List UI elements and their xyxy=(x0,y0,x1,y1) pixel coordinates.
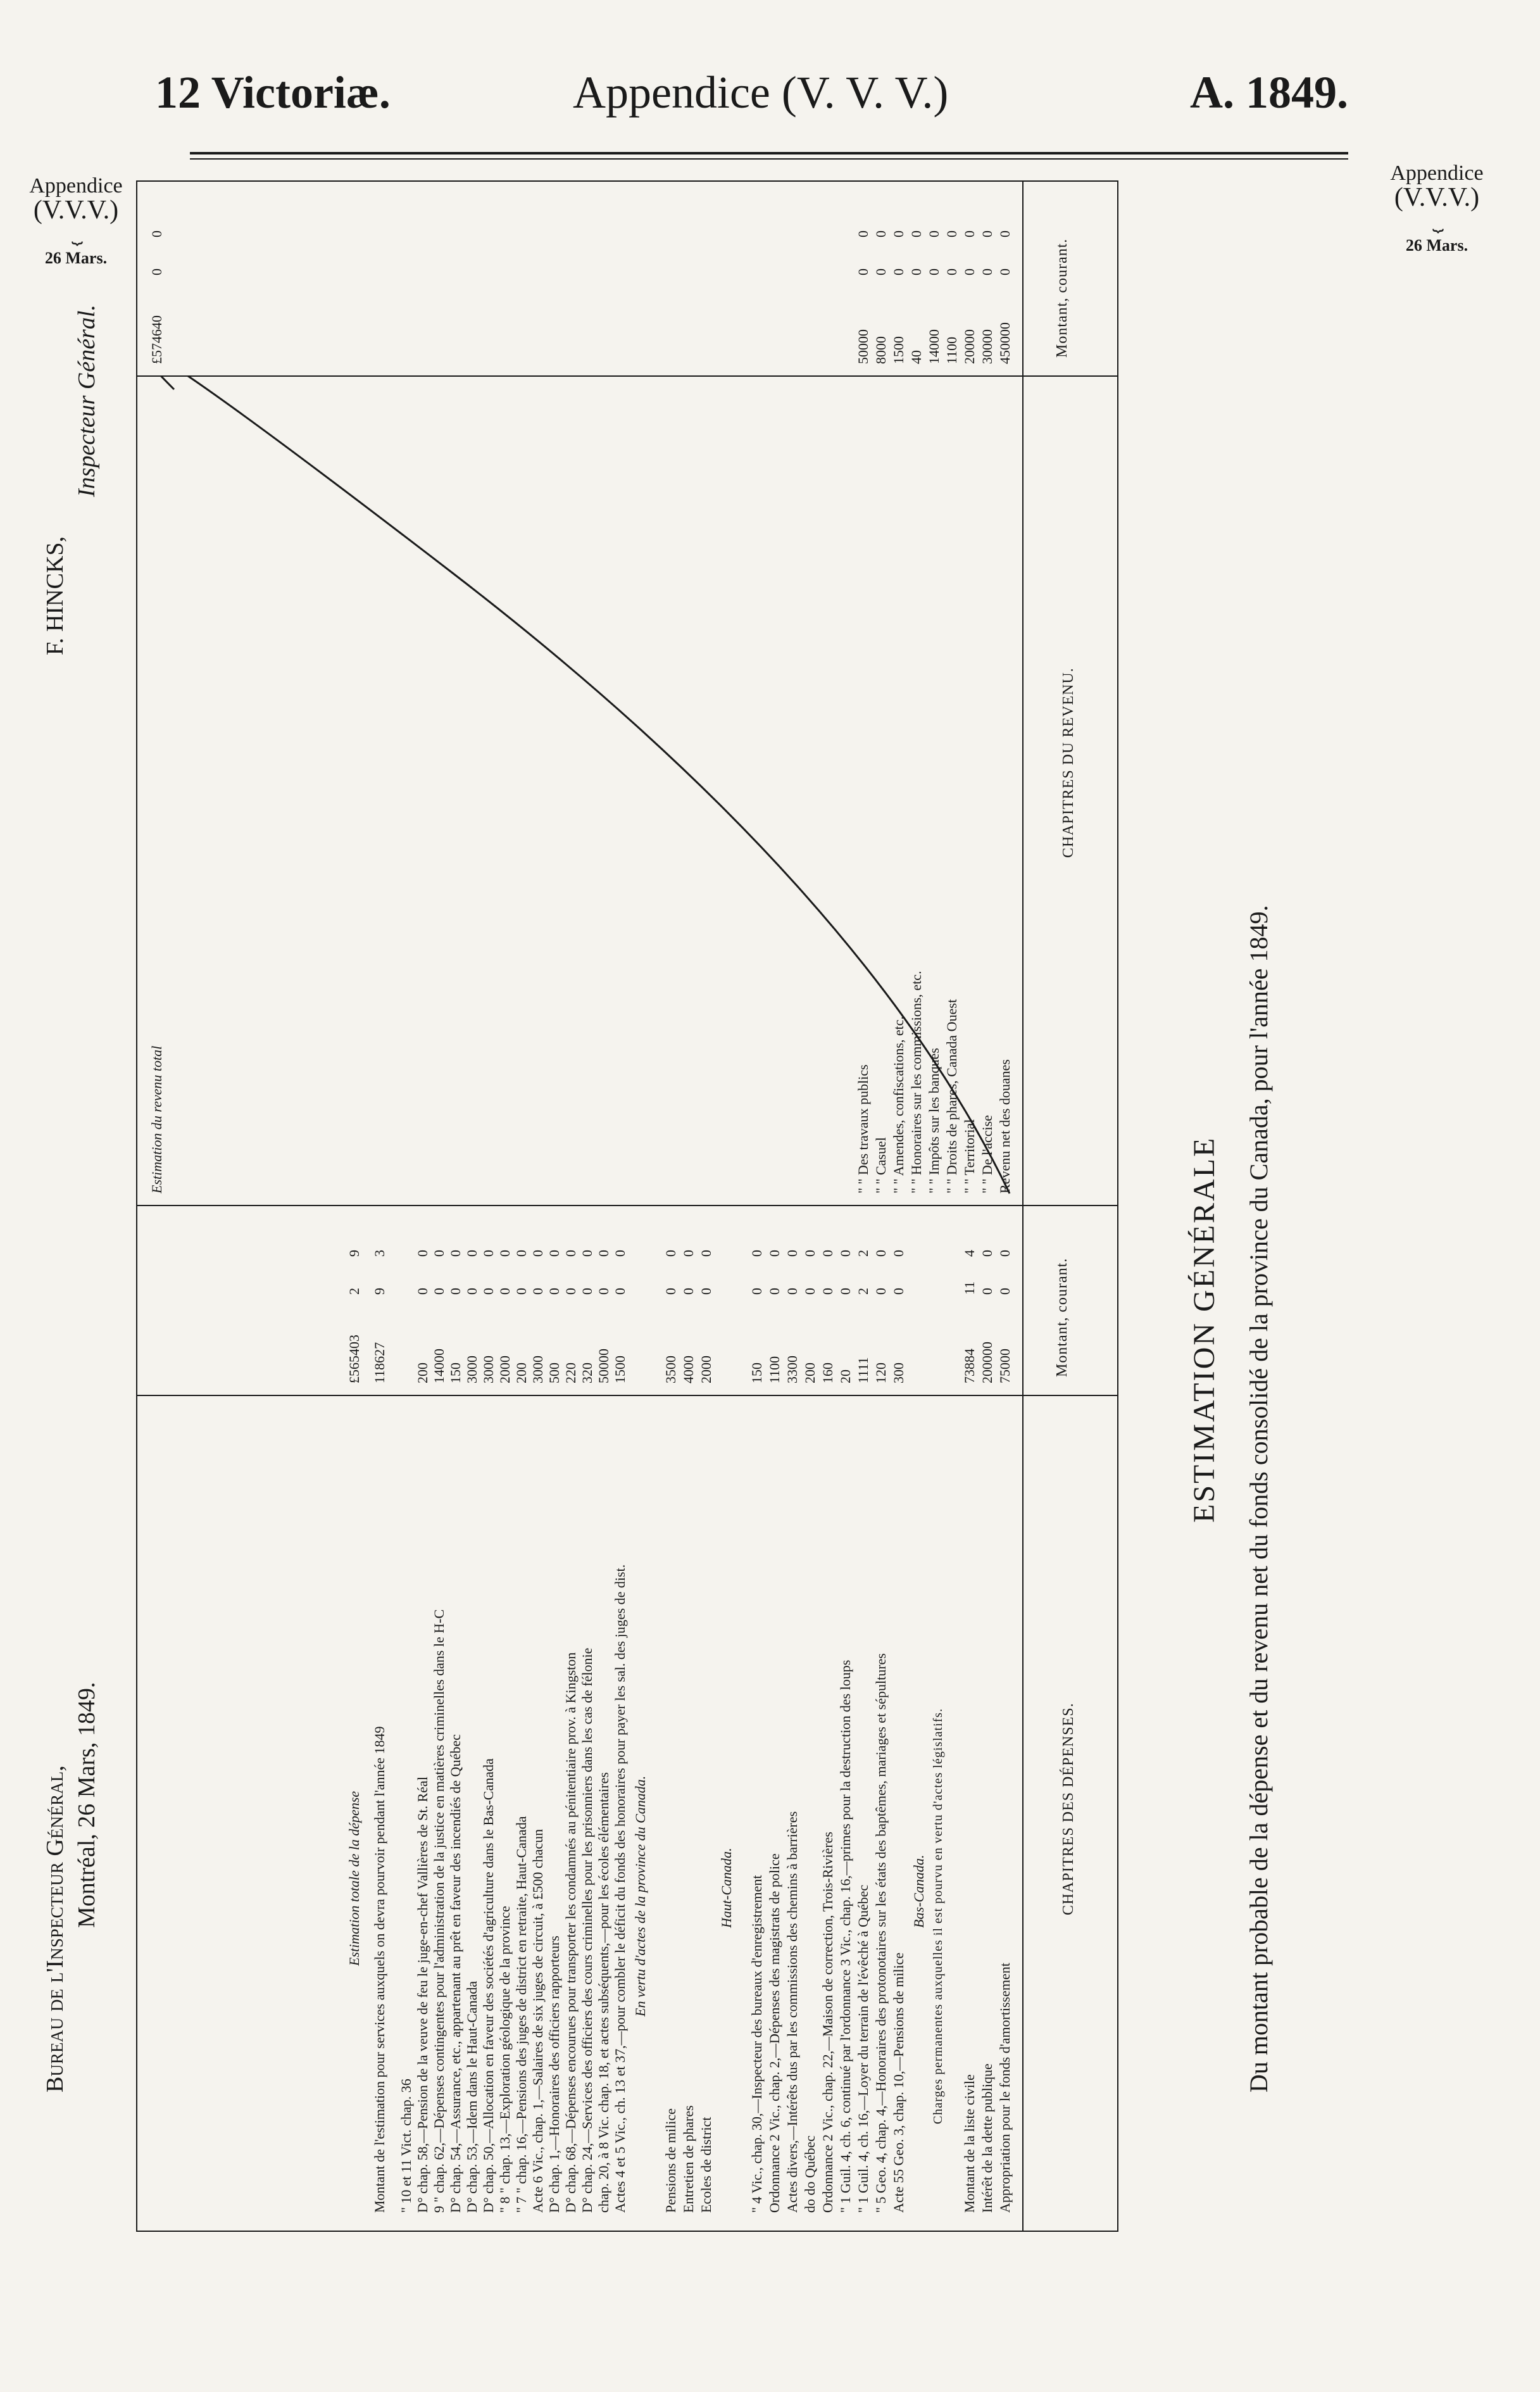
row-label: Estimation du revenu total xyxy=(149,1045,165,1193)
row-amount-pence: 0 xyxy=(612,1250,628,1257)
margin-note-label: Appendice xyxy=(29,174,123,198)
row-amount-pence: 0 xyxy=(855,230,871,237)
row-label: D° chap. 50,—Allocation en faveur des sociétés d'agriculture dans le Bas-Canada xyxy=(480,1758,496,2213)
row-amount-shillings: 0 xyxy=(944,268,960,275)
revenu-heading-rule xyxy=(1022,180,1024,1206)
row-amount-shillings: 0 xyxy=(415,1288,430,1295)
row-amount-pounds: 200 xyxy=(802,1363,818,1383)
section-heading: Charges permanentes auxquelles il est pourvu en vertu d'actes législatifs. xyxy=(931,1708,945,2124)
signature-title: Inspecteur Général. xyxy=(73,305,100,497)
row-amount-pence: 0 xyxy=(961,230,977,237)
row-label: " 1 Guil. 4, ch. 6, continué par l'ordonnance 3 Vic., chap. 16,—primes pour la destruction des loups xyxy=(837,1659,853,2213)
row-amount-shillings: 0 xyxy=(784,1288,800,1295)
row-label: Ecoles de district xyxy=(698,2117,714,2213)
row-amount-pence: 0 xyxy=(908,230,924,237)
row-amount-pounds: 200 xyxy=(415,1363,430,1383)
row-label: D° chap. 24,—Services des officiers des cours criminelles pour les prisonniers dans les cas de félonie xyxy=(579,1647,595,2213)
row-amount-pounds: 2000 xyxy=(698,1356,714,1383)
row-amount-pounds: 200000 xyxy=(979,1342,995,1383)
row-amount-pence: 0 xyxy=(698,1250,714,1257)
row-amount-pence: 0 xyxy=(891,230,906,237)
row-label: " 10 et 11 Vict. chap. 36 xyxy=(398,2079,414,2213)
row-amount-shillings: 0 xyxy=(464,1288,480,1295)
depenses-amount-heading: Montant, courant. xyxy=(1054,1257,1070,1377)
row-amount-pence: 0 xyxy=(784,1250,800,1257)
row-amount-pence: 0 xyxy=(767,1250,782,1257)
row-amount-pounds: 1500 xyxy=(891,336,906,364)
row-amount-pence: 0 xyxy=(997,1250,1013,1257)
row-amount-pounds: 1100 xyxy=(767,1356,782,1383)
row-amount-pounds: 120 xyxy=(873,1363,889,1383)
row-label: " " Impôts sur les banques xyxy=(926,1048,942,1193)
margin-note-right xyxy=(1367,161,1506,258)
row-amount-pence: 0 xyxy=(820,1250,836,1257)
row-amount-shillings: 0 xyxy=(698,1288,714,1295)
row-amount-pounds: 160 xyxy=(820,1363,836,1383)
row-amount-shillings: 0 xyxy=(546,1288,562,1295)
row-amount-pounds: 20000 xyxy=(961,329,977,364)
row-label: " 5 Geo. 4, chap. 4,—Honoraires des protonotaires sur les états des baptêmes, mariages et sépultures xyxy=(873,1653,889,2213)
margin-note-code: (V.V.V.) xyxy=(1394,183,1480,212)
row-label: D° chap. 53,—Idem dans le Haut-Canada xyxy=(464,1980,480,2213)
margin-note-date: 26 Mars. xyxy=(1405,236,1468,255)
row-label: D° chap. 54,—Assurance, etc., appartenant au prêt en faveur des incendiés de Québec xyxy=(448,1734,463,2213)
row-amount-shillings: 0 xyxy=(448,1288,463,1295)
row-amount-shillings: 9 xyxy=(372,1288,387,1295)
row-label: Montant de l'estimation pour services auxquels on devra pourvoir pendant l'année 1849 xyxy=(372,1726,387,2213)
row-amount-pounds: 150 xyxy=(749,1363,765,1383)
row-amount-shillings: 0 xyxy=(891,1288,906,1295)
row-amount-pounds: 2000 xyxy=(497,1356,513,1383)
row-label: " " Territorial xyxy=(961,1119,977,1193)
row-amount-pounds: 1500 xyxy=(612,1356,628,1383)
row-label: " " Amendes, confiscations, etc. xyxy=(891,1016,906,1193)
row-amount-shillings: 0 xyxy=(926,268,942,275)
row-amount-pounds: 73884 xyxy=(961,1349,977,1383)
header-right: A. 1849. xyxy=(1190,67,1348,118)
brace-icon: ⏟ xyxy=(72,223,80,244)
row-label: " " Des travaux publics xyxy=(855,1064,871,1193)
row-amount-pence: 0 xyxy=(979,230,995,237)
header-left: 12 Victoriæ. xyxy=(155,67,391,118)
row-amount-shillings: 0 xyxy=(820,1288,836,1295)
row-amount-pence: 0 xyxy=(415,1250,430,1257)
row-amount-pence: 3 xyxy=(372,1250,387,1257)
frame-top xyxy=(1117,180,1118,2232)
row-amount-shillings: 0 xyxy=(149,268,165,275)
row-label: D° chap. 68,—Dépenses encourues pour transporter les condamnés au pénitentiaire prov. à Kingston xyxy=(563,1652,579,2213)
row-amount-pounds: 50000 xyxy=(596,1349,611,1383)
revenu-heading: CHAPITRES DU REVENU. xyxy=(1060,667,1077,858)
row-label: Acte 6 Vic., chap. 1,—Salaires de six juges de circuit, à £500 chacun xyxy=(530,1829,546,2213)
row-amount-pence: 0 xyxy=(546,1250,562,1257)
row-amount-pounds: 3000 xyxy=(480,1356,496,1383)
region-heading: Bas-Canada. xyxy=(911,1854,927,1928)
row-amount-pounds: 500 xyxy=(546,1363,562,1383)
frame-left xyxy=(136,2231,1118,2232)
row-label: Actes divers,—Intérêts dus par les commissions des chemins à barrières xyxy=(784,1811,800,2213)
row-amount-pounds: 200 xyxy=(513,1363,529,1383)
row-amount-pence: 4 xyxy=(961,1250,977,1257)
row-label: D° chap. 1,—Honoraires des officiers rapporteurs xyxy=(546,1936,562,2213)
revenu-diagonal-stroke xyxy=(136,377,1022,1206)
depenses-heading-rule xyxy=(1022,1206,1024,2232)
row-amount-pounds: 14000 xyxy=(431,1349,447,1383)
row-amount-pence: 0 xyxy=(149,230,165,237)
table-subtitle: Du montant probable de la dépense et du revenu net du fonds consolidé de la province du Canada, pour l'année 1849. xyxy=(1244,905,1273,2093)
row-amount-pence: 0 xyxy=(997,230,1013,237)
row-amount-pence: 2 xyxy=(855,1250,871,1257)
row-amount-pence: 0 xyxy=(873,230,889,237)
row-amount-shillings: 0 xyxy=(979,268,995,275)
row-amount-pounds: 3000 xyxy=(464,1356,480,1383)
row-amount-pounds: 1100 xyxy=(944,336,960,364)
row-amount-pounds: 1111 xyxy=(855,1357,871,1383)
signature-name: F. HINCKS, xyxy=(42,536,68,655)
row-amount-shillings: 0 xyxy=(855,268,871,275)
row-amount-shillings: 0 xyxy=(579,1288,595,1295)
row-amount-pounds: 220 xyxy=(563,1363,579,1383)
row-label: Intérêt de la dette publique xyxy=(979,2063,995,2213)
row-amount-shillings: 0 xyxy=(663,1288,679,1295)
region-heading: En vertu d'actes de la province du Canada. xyxy=(632,1775,648,2017)
row-amount-shillings: 0 xyxy=(873,268,889,275)
margin-note-code: (V.V.V.) xyxy=(33,196,119,225)
row-amount-shillings: 0 xyxy=(497,1288,513,1295)
row-label: " " Droits de phares, Canada Ouest xyxy=(944,999,960,1193)
row-amount-pounds: 14000 xyxy=(926,329,942,364)
row-amount-pence: 9 xyxy=(346,1250,362,1257)
row-amount-pence: 0 xyxy=(944,230,960,237)
row-amount-pence: 0 xyxy=(448,1250,463,1257)
row-amount-pounds: 75000 xyxy=(997,1349,1013,1383)
row-amount-pence: 0 xyxy=(530,1250,546,1257)
row-amount-shillings: 0 xyxy=(749,1288,765,1295)
row-amount-pence: 0 xyxy=(513,1250,529,1257)
row-amount-shillings: 0 xyxy=(837,1288,853,1295)
signature-office: Bureau de l'Inspecteur Général, xyxy=(42,1765,68,2093)
row-amount-pounds: 8000 xyxy=(873,336,889,364)
row-amount-shillings: 0 xyxy=(997,1288,1013,1295)
row-amount-pence: 0 xyxy=(480,1250,496,1257)
row-amount-pounds: 3000 xyxy=(530,1356,546,1383)
row-amount-shillings: 0 xyxy=(891,268,906,275)
row-amount-pounds: 3500 xyxy=(663,1356,679,1383)
row-amount-pounds: £574640 xyxy=(149,315,165,364)
row-label: 9 " chap. 62,—Dépenses contingentes pour l'administration de la justice en matières criminelles dans le H-C xyxy=(431,1609,447,2213)
region-heading: Haut-Canada. xyxy=(718,1848,734,1928)
row-amount-pounds: 50000 xyxy=(855,329,871,364)
row-amount-shillings: 2 xyxy=(855,1288,871,1295)
row-label: Pensions de milice xyxy=(663,2108,679,2213)
row-amount-pence: 0 xyxy=(563,1250,579,1257)
depenses-heading: CHAPITRES DES DÉPENSES. xyxy=(1060,1703,1077,1915)
row-label: chap. 20, à 8 Vic. chap. 18, et actes subséquents,—pour les écoles élémentaires xyxy=(596,1772,611,2213)
row-amount-pounds: 300 xyxy=(891,1363,906,1383)
row-amount-shillings: 0 xyxy=(997,268,1013,275)
row-amount-pounds: 150 xyxy=(448,1363,463,1383)
row-label: Appropriation pour le fonds d'amortissement xyxy=(997,1962,1013,2213)
row-amount-shillings: 0 xyxy=(873,1288,889,1295)
row-amount-pence: 0 xyxy=(873,1250,889,1257)
row-label: Entretien de phares xyxy=(680,2105,696,2213)
row-amount-shillings: 0 xyxy=(530,1288,546,1295)
row-amount-pounds: 40 xyxy=(908,350,924,364)
row-label: " 7 " chap. 16,—Pensions des juges de district en retraite, Haut-Canada xyxy=(513,1816,529,2213)
row-amount-pence: 0 xyxy=(979,1250,995,1257)
row-amount-pence: 0 xyxy=(663,1250,679,1257)
row-amount-shillings: 0 xyxy=(596,1288,611,1295)
row-label: Actes 4 et 5 Vic., ch. 13 et 37,—pour combler le déficit du fonds des honoraires pour payer les sal. des juges de dist. xyxy=(612,1564,628,2213)
row-label: D° chap. 58,—Pension de la veuve de feu le juge-en-chef Vallières de St. Réal xyxy=(415,1777,430,2213)
row-amount-pence: 0 xyxy=(749,1250,765,1257)
row-label: Ordonnance 2 Vic., chap. 22,—Maison de correction, Trois-Rivières xyxy=(820,1832,836,2213)
margin-note-date: 26 Mars. xyxy=(44,249,108,267)
row-label: " 8 " chap. 13,—Exploration géologique de la province xyxy=(497,1906,513,2213)
row-amount-shillings: 0 xyxy=(802,1288,818,1295)
row-amount-shillings: 0 xyxy=(908,268,924,275)
row-label: Revenu net des douanes xyxy=(997,1059,1013,1193)
row-label: " " Honoraires sur les commissions, etc. xyxy=(908,971,924,1193)
row-label: " " De l'accise xyxy=(979,1115,995,1193)
row-amount-pounds: 30000 xyxy=(979,329,995,364)
row-amount-pence: 0 xyxy=(891,1250,906,1257)
row-amount-pence: 0 xyxy=(837,1250,853,1257)
depenses-amount-col xyxy=(136,1395,1118,1396)
row-amount-pence: 0 xyxy=(431,1250,447,1257)
row-amount-shillings: 0 xyxy=(431,1288,447,1295)
row-amount-shillings: 0 xyxy=(767,1288,782,1295)
row-amount-pence: 0 xyxy=(497,1250,513,1257)
row-amount-shillings: 0 xyxy=(979,1288,995,1295)
row-amount-shillings: 0 xyxy=(680,1288,696,1295)
row-label: Ordonnance 2 Vic., chap. 2,—Dépenses des magistrats de police xyxy=(767,1853,782,2213)
row-label: Estimation totale de la dépense xyxy=(346,1791,362,1966)
row-amount-pounds: 320 xyxy=(579,1363,595,1383)
row-label: " 1 Guil. 4, ch. 16,—Loyer du terrain de l'évêché à Québec xyxy=(855,1884,871,2213)
row-label: " 4 Vic., chap. 30,—Inspecteur des bureaux d'enregistrement xyxy=(749,1875,765,2213)
row-label: do do Québec xyxy=(802,2135,818,2213)
row-amount-shillings: 0 xyxy=(480,1288,496,1295)
margin-note-label: Appendice xyxy=(1390,161,1484,185)
row-amount-pounds: 118627 xyxy=(372,1342,387,1383)
brace-icon: ⏟ xyxy=(1432,211,1441,232)
header-center: Appendice (V. V. V.) xyxy=(573,67,949,118)
row-amount-pounds: 3300 xyxy=(784,1356,800,1383)
row-amount-pence: 0 xyxy=(579,1250,595,1257)
table-title: ESTIMATION GÉNÉRALE xyxy=(1187,1136,1221,1523)
row-amount-pence: 0 xyxy=(926,230,942,237)
row-amount-pence: 0 xyxy=(680,1250,696,1257)
row-amount-shillings: 0 xyxy=(612,1288,628,1295)
row-amount-shillings: 2 xyxy=(346,1288,362,1295)
frame-right xyxy=(136,180,1118,182)
row-label: Acte 55 Geo. 3, chap. 10,—Pensions de milice xyxy=(891,1952,906,2213)
row-amount-shillings: 11 xyxy=(961,1281,977,1295)
row-amount-shillings: 0 xyxy=(961,268,977,275)
revenu-amount-heading: Montant, courant. xyxy=(1054,238,1070,358)
row-amount-pence: 0 xyxy=(596,1250,611,1257)
row-amount-pounds: 20 xyxy=(837,1369,853,1383)
row-amount-pounds: 450000 xyxy=(997,322,1013,364)
row-amount-pence: 0 xyxy=(802,1250,818,1257)
row-amount-shillings: 0 xyxy=(513,1288,529,1295)
row-amount-pounds: 4000 xyxy=(680,1356,696,1383)
row-amount-shillings: 0 xyxy=(563,1288,579,1295)
row-label: Montant de la liste civile xyxy=(961,2074,977,2213)
row-amount-pence: 0 xyxy=(464,1250,480,1257)
signature-date: Montréal, 26 Mars, 1849. xyxy=(73,1682,100,1928)
row-label: " " Casuel xyxy=(873,1137,889,1193)
row-amount-pounds: £565403 xyxy=(346,1335,362,1383)
